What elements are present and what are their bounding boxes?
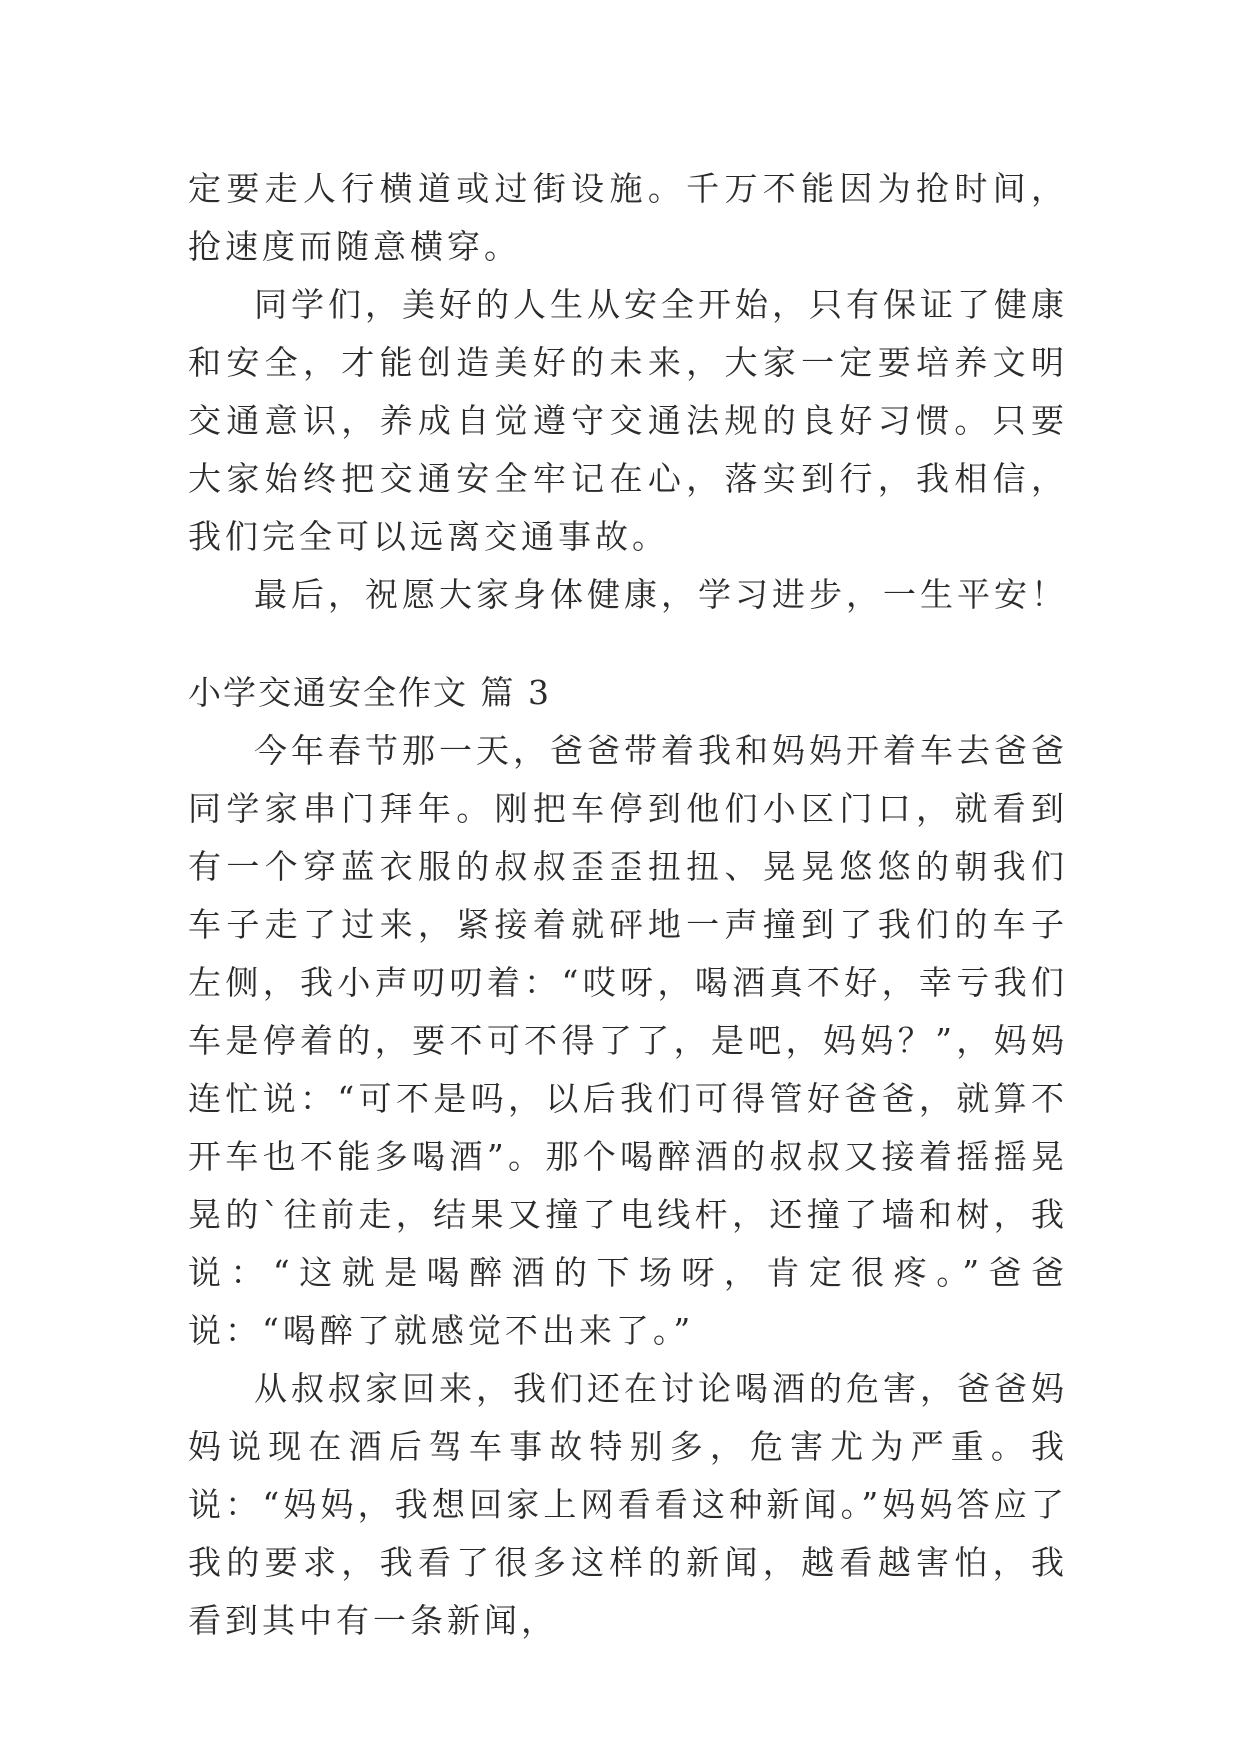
section-heading: 小学交通安全作文 篇 3 (188, 673, 551, 712)
paragraph-closing-wish: 最后，祝愿大家身体健康，学习进步，一生平安！ (254, 575, 1068, 614)
paragraph-safety-message: 同学们，美好的人生从安全开始，只有保证了健康和安全，才能创造美好的未来，大家一定要培养文明交通意识，养成自觉遵守交通法规的良好习惯。只要大家始终把交通安全牢记在心，落实到行，我相信，我们完全可以远离交通事故。 (188, 285, 1068, 556)
paragraph-spring-festival: 今年春节那一天，爸爸带着我和妈妈开着车去爸爸同学家串门拜年。刚把车停到他们小区门口，就看到有一个穿蓝衣服的叔叔歪歪扭扭、晃晃悠悠的朝我们车子走了过来，紧接着就砰地一声撞到了我们的车子左侧，我小声叨叨着：“哎呀，喝酒真不好，幸亏我们车是停着的，要不可不得了了，是吧，妈妈？”，妈妈连忙说：“可不是吗，以后我们可得管好爸爸，就算不开车也不能多喝酒”。那个喝醉酒的叔叔又接着摇摇晃晃的`往前走，结果又撞了电线杆，还撞了墙和树，我说：“这就是喝醉酒的下场呀，肯定很疼。”爸爸说：“喝醉了就感觉不出来了。” (188, 731, 1068, 1350)
document-body (188, 160, 1068, 1650)
paragraph-drunk-driving-news: 从叔叔家回来，我们还在讨论喝酒的危害，爸爸妈妈说现在酒后驾车事故特别多，危害尤为严重。我说：“妈妈，我想回家上网看看这种新闻。”妈妈答应了我的要求，我看了很多这样的新闻，越看越害怕，我看到其中有一条新闻， (188, 1369, 1068, 1640)
paragraph-continued: 定要走人行横道或过街设施。千万不能因为抢时间，抢速度而随意横穿。 (188, 169, 1068, 266)
